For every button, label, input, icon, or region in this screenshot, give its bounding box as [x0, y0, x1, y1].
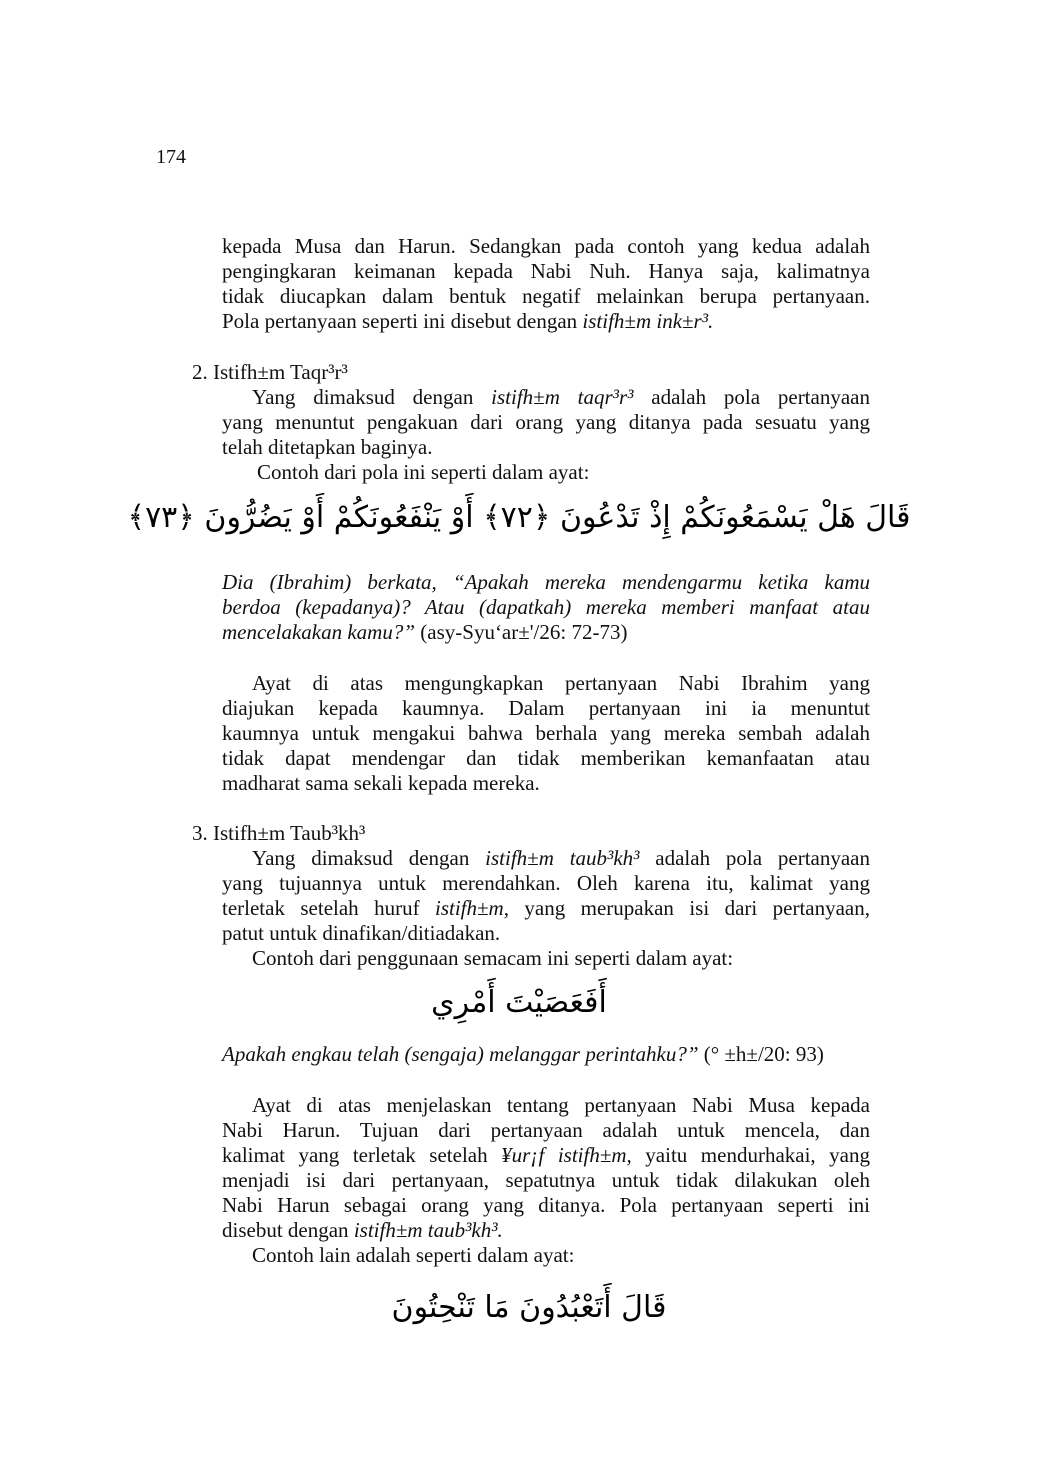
text: yaitu mendurhakai, yang	[645, 1143, 871, 1167]
term: istifh±m taub³kh³	[485, 846, 640, 870]
paragraph-line	[222, 309, 870, 334]
text: adalah pola pertanyaan	[651, 385, 870, 409]
text: Apakah engkau telah (sengaja) melanggar perintahku?”	[222, 1042, 699, 1066]
text: kalimat yang terletak setelah	[222, 1143, 502, 1167]
section-heading: 3. Istifh±m Taub³kh³	[192, 821, 366, 845]
paragraph-line: telah ditetapkan baginya.	[222, 435, 433, 459]
arabic-verse: قَالَ هَلْ يَسْمَعُونَكُمْ إِذْ تَدْعُونَ ﴿٧٢﴾ أَوْ يَنْفَعُونَكُمْ أَوْ يَضُرُّونَ ﴿٧٣﴾	[127, 500, 911, 535]
translation-line	[222, 1042, 870, 1067]
paragraph-line: Nabi Harun sebagai orang yang ditanya. Pola pertanyaan seperti ini	[222, 1193, 870, 1217]
section-heading: 2. Istifh±m Taqr³r³	[192, 360, 348, 384]
paragraph-line	[252, 385, 870, 410]
paragraph-line	[222, 1218, 870, 1243]
paragraph-line	[222, 1143, 870, 1168]
text: terletak setelah huruf	[222, 896, 435, 920]
paragraph-line: Nabi Harun. Tujuan dari pertanyaan adalah untuk mencela, dan	[222, 1118, 870, 1142]
paragraph-line: yang menuntut pengakuan dari orang yang ditanya pada sesuatu yang	[222, 410, 870, 434]
citation: (° ±h±/20: 93)	[698, 1042, 824, 1066]
term: istifh±m,	[435, 896, 509, 920]
paragraph-line: madharat sama sekali kepada mereka.	[222, 771, 540, 795]
translation-line: berdoa (kepadanya)? Atau (dapatkah) mereka memberi manfaat atau	[222, 595, 870, 619]
text: adalah pola pertanyaan	[655, 846, 870, 870]
term: istifh±m taqr³r³	[491, 385, 634, 409]
text: Yang dimaksud dengan	[252, 846, 486, 870]
arabic-verse: قَالَ أَتَعْبُدُونَ مَا تَنْحِتُونَ	[391, 1290, 667, 1325]
paragraph-line	[222, 896, 870, 921]
paragraph-line: Ayat di atas menjelaskan tentang pertanyaan Nabi Musa kepada	[252, 1093, 870, 1117]
text: disebut dengan	[222, 1218, 354, 1242]
paragraph-line: kaumnya untuk mengakui bahwa berhala yang mereka sembah adalah	[222, 721, 870, 745]
translation-line	[222, 620, 870, 645]
paragraph-line: kepada Musa dan Harun. Sedangkan pada contoh yang kedua adalah	[222, 234, 870, 258]
text: yang merupakan isi dari pertanyaan,	[524, 896, 871, 920]
citation: (asy-Syu‘ar±'/26: 72-73)	[415, 620, 628, 644]
text: mencelakakan kamu?”	[222, 620, 416, 644]
paragraph-line: Contoh dari penggunaan semacam ini seperti dalam ayat:	[252, 946, 734, 970]
paragraph-line: Contoh dari pola ini seperti dalam ayat:	[257, 460, 590, 484]
paragraph-line: tidak diucapkan dalam bentuk negatif melainkan berupa pertanyaan.	[222, 284, 870, 308]
text: Pola pertanyaan seperti ini disebut dengan	[222, 309, 583, 333]
term: ¥ur¡f istifh±m,	[501, 1143, 632, 1167]
paragraph-line	[252, 846, 870, 871]
paragraph-line: tidak dapat mendengar dan tidak memberikan kemanfaatan atau	[222, 746, 870, 770]
paragraph-line: menjadi isi dari pertanyaan, sepatutnya untuk tidak dilakukan oleh	[222, 1168, 870, 1192]
translation-line: Dia (Ibrahim) berkata, “Apakah mereka mendengarmu ketika kamu	[222, 570, 870, 594]
arabic-verse: أَفَعَصَيْتَ أَمْرِي	[431, 985, 607, 1020]
paragraph-line: diajukan kepada kaumnya. Dalam pertanyaan ini ia menuntut	[222, 696, 870, 720]
paragraph-line: Ayat di atas mengungkapkan pertanyaan Nabi Ibrahim yang	[252, 671, 870, 695]
page-number: 174	[156, 146, 186, 168]
paragraph-line: Contoh lain adalah seperti dalam ayat:	[252, 1243, 575, 1267]
text: Yang dimaksud dengan	[252, 385, 492, 409]
paragraph-line: yang tujuannya untuk merendahkan. Oleh karena itu, kalimat yang	[222, 871, 870, 895]
paragraph-line: patut untuk dinafikan/ditiadakan.	[222, 921, 501, 945]
paragraph-line: pengingkaran keimanan kepada Nabi Nuh. Hanya saja, kalimatnya	[222, 259, 870, 283]
term: istifh±m ink±r³.	[582, 309, 714, 333]
term: istifh±m taub³kh³.	[353, 1218, 503, 1242]
